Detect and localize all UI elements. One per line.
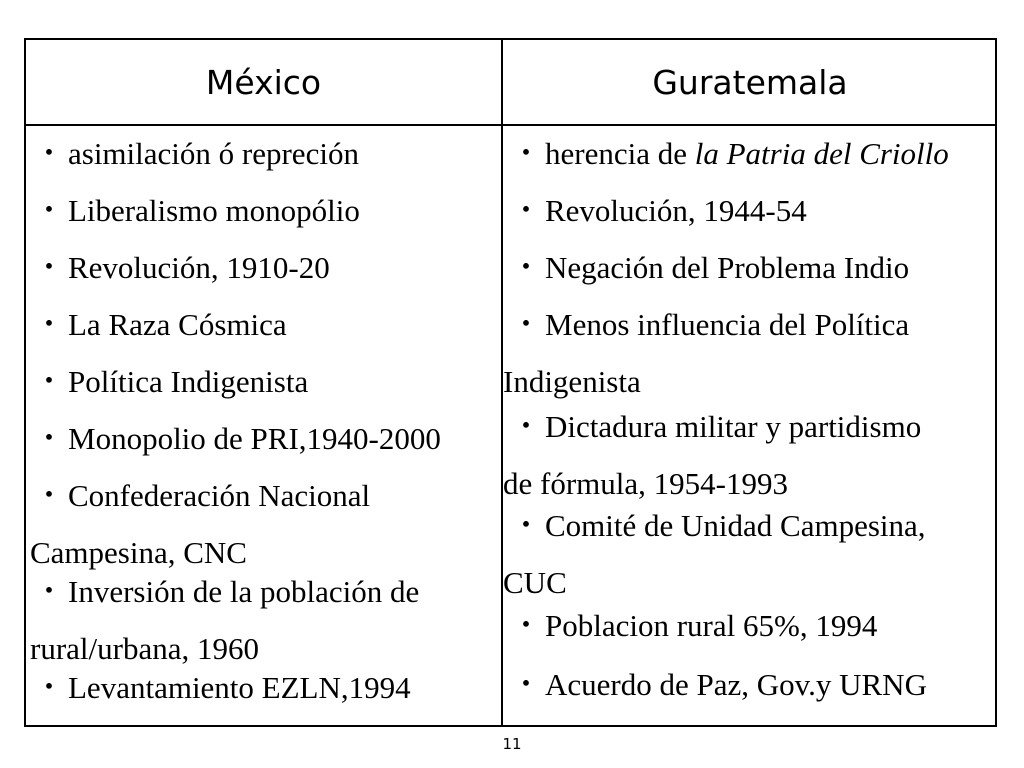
list-item-continuation: CUC [503, 565, 567, 600]
header-divider [26, 124, 995, 126]
comparison-table [24, 38, 997, 727]
item-text: Inversión de la población de [68, 574, 420, 609]
list-item [507, 409, 921, 445]
item-text: Política Indigenista [68, 364, 309, 399]
bullet: ・ [510, 136, 542, 171]
item-text: Poblacion rural 65%, 1994 [545, 608, 878, 643]
item-text: Acuerdo de Paz, Gov.y URNG [545, 667, 927, 702]
item-text-italic: la Patria del Criollo [694, 136, 949, 171]
list-item [507, 136, 949, 172]
bullet: ・ [510, 250, 542, 285]
list-item [507, 508, 926, 544]
bullet: ・ [33, 421, 65, 456]
list-item [507, 307, 909, 343]
item-text: Comité de Unidad Campesina, [545, 508, 926, 543]
bullet: ・ [510, 508, 542, 543]
guatemala-header: Guratemala [652, 62, 848, 102]
list-item [507, 667, 927, 703]
bullet: ・ [510, 608, 542, 643]
list-item-continuation: rural/urbana, 1960 [30, 631, 259, 666]
bullet: ・ [510, 667, 542, 702]
bullet: ・ [33, 193, 65, 228]
item-text: Liberalismo monopólio [68, 193, 360, 228]
bullet: ・ [33, 478, 65, 513]
bullet: ・ [33, 670, 65, 705]
item-text: Confederación Nacional [68, 478, 371, 513]
list-item-continuation: Indigenista [503, 364, 641, 399]
mexico-header: México [205, 62, 322, 102]
bullet: ・ [33, 250, 65, 285]
list-item [507, 250, 909, 286]
bullet: ・ [33, 574, 65, 609]
bullet: ・ [510, 409, 542, 444]
bullet: ・ [510, 307, 542, 342]
item-text: Dictadura militar y partidismo [545, 409, 922, 444]
list-item [30, 670, 411, 706]
list-item [30, 421, 441, 457]
list-item [30, 136, 359, 172]
item-text: Revolución, 1944-54 [545, 193, 807, 228]
item-text: Negación del Problema Indio [545, 250, 910, 285]
item-text: Revolución, 1910-20 [68, 250, 330, 285]
list-item-continuation: Campesina, CNC [30, 535, 247, 570]
bullet: ・ [510, 193, 542, 228]
list-item [30, 364, 308, 400]
list-item [507, 608, 877, 644]
item-text: herencia de [545, 136, 695, 171]
item-text: asimilación ó repreción [68, 136, 359, 171]
item-text: Levantamiento EZLN,1994 [68, 670, 411, 705]
list-item [30, 478, 370, 514]
list-item [30, 574, 419, 610]
bullet: ・ [33, 364, 65, 399]
bullet: ・ [33, 307, 65, 342]
list-item [30, 250, 330, 286]
item-text: Menos influencia del Política [545, 307, 910, 342]
list-item-continuation: de fórmula, 1954-1993 [503, 466, 788, 501]
list-item [30, 307, 287, 343]
bullet: ・ [33, 136, 65, 171]
list-item [507, 193, 807, 229]
list-item [30, 193, 360, 229]
item-text: Monopolio de PRI,1940-2000 [68, 421, 441, 456]
page-number: 11 [502, 735, 522, 753]
item-text: La Raza Cósmica [68, 307, 287, 342]
